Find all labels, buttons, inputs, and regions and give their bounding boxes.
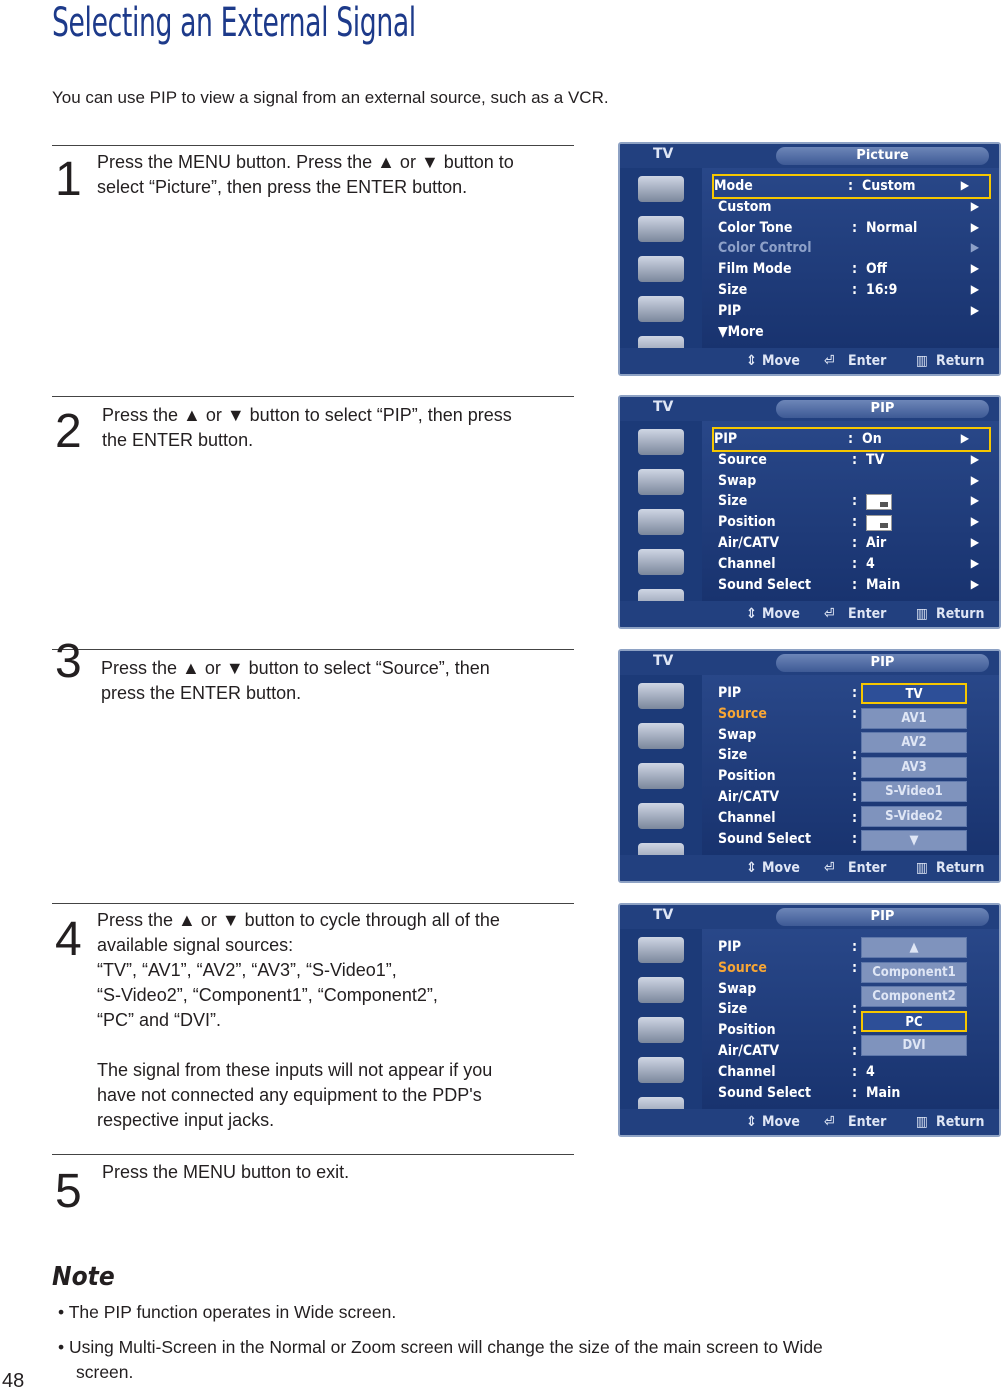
osd-sidebar	[620, 168, 702, 348]
submenu-arrow-icon: ▶	[960, 431, 969, 445]
pip-window-icon	[866, 494, 892, 510]
antenna-icon	[638, 937, 684, 963]
osd-menu-row[interactable]	[718, 218, 999, 239]
return-label: Return	[936, 353, 985, 369]
step-divider	[52, 396, 574, 397]
step-line: Press the ▲ or ▼ button to cycle through all of the	[97, 910, 500, 930]
channel-icon	[638, 1057, 684, 1083]
osd-menu-row[interactable]	[714, 429, 989, 450]
osd-row-label: Custom	[718, 198, 772, 215]
step-line: select “Picture”, then press the ENTER button.	[97, 177, 468, 197]
osd-row-label: Channel	[718, 1063, 776, 1080]
step-line: Press the ▲ or ▼ button to select “PIP”, then press	[102, 405, 512, 425]
osd-row-colon: :	[852, 1084, 858, 1101]
osd-row-label: Position	[718, 768, 776, 785]
osd-row-value: 16:9	[866, 282, 898, 298]
picture-icon	[638, 977, 684, 1003]
step-line: The signal from these inputs will not appear if you	[97, 1060, 493, 1080]
step-5-text	[102, 1160, 572, 1185]
osd-row-label: Channel	[718, 809, 776, 826]
enter-icon: ⏎	[824, 353, 835, 369]
move-label: Move	[762, 606, 800, 622]
step-1-text	[97, 150, 567, 200]
scroll-up-icon[interactable]: ▲	[861, 937, 967, 958]
scroll-down-icon[interactable]: ▼	[861, 830, 967, 851]
enter-label: Enter	[848, 353, 887, 369]
note-item: • Using Multi-Screen in the Normal or Zoom screen will change the size of the main screen to Wide	[58, 1337, 823, 1357]
source-option[interactable]: AV2	[861, 732, 967, 753]
osd-row-colon: :	[852, 959, 858, 976]
osd-row-label: Swap	[718, 980, 757, 997]
osd-row-value: 4	[866, 555, 875, 572]
osd-row-label: Size	[718, 747, 748, 764]
picture-icon	[638, 469, 684, 495]
osd-row-label: Air/CATV	[718, 1043, 780, 1059]
move-label: Move	[762, 1114, 800, 1130]
move-label: Move	[762, 353, 800, 369]
source-option[interactable]: AV1	[861, 708, 967, 729]
osd-row-value: Main	[866, 1084, 901, 1101]
osd-row-label: PIP	[718, 302, 742, 319]
osd-menu-header: Picture	[776, 147, 989, 165]
channel-icon	[638, 296, 684, 322]
return-icon: ▥	[916, 860, 928, 876]
antenna-icon	[638, 176, 684, 202]
enter-icon: ⏎	[824, 1114, 835, 1130]
osd-row-colon: :	[852, 514, 858, 531]
sound-icon	[638, 256, 684, 282]
osd-row-label: Position	[718, 514, 776, 531]
osd-row-colon: :	[852, 939, 858, 955]
note-text: Using Multi-Screen in the Normal or Zoom screen will change the size of the main screen to Wide	[69, 1337, 823, 1357]
sound-icon	[638, 763, 684, 789]
osd-menu-row[interactable]	[718, 197, 999, 218]
note-item-continued: screen.	[76, 1362, 134, 1382]
osd-tv-label: TV	[653, 907, 674, 923]
step-number: 5	[55, 1165, 82, 1218]
return-icon: ▥	[916, 353, 928, 369]
osd-row-label: PIP	[718, 939, 742, 955]
step-number: 1	[55, 153, 82, 206]
submenu-arrow-icon: ▶	[970, 576, 979, 591]
osd-screen-1	[618, 142, 1001, 376]
step-3-text	[101, 656, 571, 706]
osd-row-colon: :	[848, 431, 854, 447]
source-option[interactable]: PC	[861, 1011, 967, 1032]
step-line: “PC” and “DVI”.	[97, 1010, 222, 1030]
osd-menu-row[interactable]	[714, 176, 989, 197]
page-title: Selecting an External Signal	[52, 0, 416, 46]
osd-row-colon: :	[852, 768, 858, 785]
step-2-text	[102, 403, 572, 453]
channel-icon	[638, 549, 684, 575]
osd-row-colon: :	[852, 705, 858, 722]
osd-row-colon: :	[852, 830, 858, 847]
osd-footer	[620, 1109, 999, 1135]
source-option[interactable]: Component1	[861, 962, 967, 983]
note-text: The PIP function operates in Wide screen.	[68, 1302, 397, 1322]
osd-sidebar	[620, 929, 702, 1109]
osd-row-label: Swap	[718, 472, 757, 489]
osd-row-label: Mode	[714, 178, 753, 194]
step-divider	[52, 649, 574, 650]
submenu-arrow-icon: ▶	[970, 535, 979, 549]
submenu-arrow-icon: ▶	[970, 261, 979, 276]
osd-menu-row[interactable]	[718, 512, 999, 533]
page-number: 48	[2, 1370, 25, 1392]
osd-row-label: Sound Select	[718, 576, 812, 593]
osd-row-colon: :	[852, 809, 858, 826]
step-line: the ENTER button.	[102, 430, 254, 450]
osd-sidebar	[620, 421, 702, 601]
osd-row-value: TV	[866, 451, 885, 468]
move-icon: ⇕	[746, 860, 757, 876]
submenu-arrow-icon: ▶	[970, 451, 979, 466]
osd-row-label: Film Mode	[718, 261, 792, 278]
enter-icon: ⏎	[824, 606, 835, 622]
step-divider	[52, 145, 574, 146]
osd-tv-label: TV	[653, 399, 674, 415]
osd-row-colon: :	[852, 535, 858, 551]
move-icon: ⇕	[746, 1114, 757, 1130]
return-label: Return	[936, 860, 985, 876]
osd-row-colon: :	[852, 1022, 858, 1039]
sound-icon	[638, 509, 684, 535]
return-icon: ▥	[916, 1114, 928, 1130]
source-option[interactable]: Component2	[861, 986, 967, 1007]
enter-label: Enter	[848, 1114, 887, 1130]
osd-menu-row[interactable]	[718, 554, 999, 575]
submenu-arrow-icon: ▶	[970, 198, 979, 213]
return-icon: ▥	[916, 606, 928, 622]
osd-row-value: Custom	[862, 178, 916, 194]
return-label: Return	[936, 1114, 985, 1130]
osd-row-colon: :	[852, 555, 858, 572]
submenu-arrow-icon: ▶	[970, 282, 979, 296]
osd-row-label: Size	[718, 282, 748, 298]
step-number: 4	[55, 913, 82, 966]
osd-row-label: Sound Select	[718, 1084, 812, 1101]
osd-menu-row[interactable]	[718, 491, 999, 512]
osd-menu-row[interactable]	[718, 450, 999, 471]
osd-row-colon: :	[852, 1063, 858, 1080]
osd-row-value: Air	[866, 535, 887, 551]
osd-row-colon: :	[852, 576, 858, 593]
osd-menu-header: PIP	[776, 654, 989, 672]
step-line: Press the MENU button. Press the ▲ or ▼ button to	[97, 152, 514, 172]
move-label: Move	[762, 860, 800, 876]
osd-row-label: Sound Select	[718, 830, 812, 847]
antenna-icon	[638, 429, 684, 455]
submenu-arrow-icon: ▶	[970, 472, 979, 487]
step-number: 2	[55, 405, 82, 458]
osd-row-label: Swap	[718, 726, 757, 743]
osd-row-label: Color Tone	[718, 219, 793, 236]
osd-menu-row[interactable]	[718, 533, 999, 554]
osd-row-value: Off	[866, 261, 887, 278]
osd-row-label: Source	[718, 705, 767, 722]
step-4-text	[97, 908, 567, 1133]
osd-row-value: 4	[866, 1063, 875, 1080]
osd-footer	[620, 855, 999, 881]
osd-row-label: Size	[718, 1001, 748, 1018]
step-line: available signal sources:	[97, 935, 294, 955]
step-line: press the ENTER button.	[101, 683, 302, 703]
step-line: Press the ▲ or ▼ button to select “Source”, then	[101, 658, 490, 678]
osd-menu-row[interactable]	[718, 280, 999, 301]
osd-row-label: Position	[718, 1022, 776, 1039]
osd-footer	[620, 348, 999, 374]
osd-row-colon: :	[852, 685, 858, 701]
submenu-arrow-icon: ▶	[970, 240, 979, 255]
osd-row-colon: :	[852, 451, 858, 468]
move-icon: ⇕	[746, 353, 757, 369]
note-item: • The PIP function operates in Wide screen.	[58, 1302, 397, 1322]
osd-row-colon: :	[852, 219, 858, 236]
osd-screen-4	[618, 903, 1001, 1137]
step-spacer	[97, 1033, 567, 1058]
osd-row-label: Air/CATV	[718, 535, 780, 551]
osd-menu-row[interactable]	[718, 1062, 999, 1083]
sound-icon	[638, 1017, 684, 1043]
osd-menu-row[interactable]	[718, 301, 999, 322]
osd-menu-row[interactable]	[718, 575, 999, 596]
submenu-arrow-icon: ▶	[970, 555, 979, 570]
source-option[interactable]: S-Video1	[861, 781, 967, 802]
step-divider	[52, 1154, 574, 1155]
step-line: respective input jacks.	[97, 1110, 275, 1130]
enter-label: Enter	[848, 860, 887, 876]
osd-menu-header: PIP	[776, 908, 989, 926]
osd-row-colon: :	[848, 178, 854, 194]
osd-tv-label: TV	[653, 146, 674, 162]
step-line: have not connected any equipment to the PDP's	[97, 1085, 482, 1105]
step-number: 3	[55, 635, 82, 688]
return-label: Return	[936, 606, 985, 622]
move-icon: ⇕	[746, 606, 757, 622]
osd-row-value: Normal	[866, 219, 918, 236]
osd-row-label: Air/CATV	[718, 789, 780, 805]
osd-row-label: PIP	[718, 685, 742, 701]
osd-tv-label: TV	[653, 653, 674, 669]
osd-row-label: ▼More	[718, 323, 764, 340]
osd-row-colon: :	[852, 1001, 858, 1018]
step-line: “TV”, “AV1”, “AV2”, “AV3”, “S-Video1”,	[97, 960, 397, 980]
osd-row-label: Color Control	[718, 240, 812, 257]
osd-menu-row[interactable]	[718, 238, 999, 259]
osd-row-colon: :	[852, 493, 858, 510]
step-line: Press the MENU button to exit.	[102, 1162, 350, 1182]
osd-row-colon: :	[852, 747, 858, 764]
osd-row-colon: :	[852, 282, 858, 298]
osd-screen-2	[618, 395, 1001, 629]
source-option[interactable]: S-Video2	[861, 806, 967, 827]
osd-row-colon: :	[852, 1043, 858, 1059]
osd-row-value: On	[862, 431, 882, 447]
osd-screen-3	[618, 649, 1001, 883]
osd-menu-row[interactable]	[718, 1083, 999, 1104]
osd-row-label: Size	[718, 493, 748, 510]
step-divider	[52, 903, 574, 904]
submenu-arrow-icon: ▶	[960, 178, 969, 192]
submenu-arrow-icon: ▶	[970, 219, 979, 234]
osd-row-colon: :	[852, 789, 858, 805]
antenna-icon	[638, 683, 684, 709]
pip-window-icon	[866, 515, 892, 531]
osd-row-colon: :	[852, 261, 858, 278]
osd-menu-row[interactable]	[718, 471, 999, 492]
osd-menu-row[interactable]	[718, 322, 999, 343]
source-option[interactable]: TV	[861, 683, 967, 704]
enter-label: Enter	[848, 606, 887, 622]
picture-icon	[638, 723, 684, 749]
osd-sidebar	[620, 675, 702, 855]
osd-menu-header: PIP	[776, 400, 989, 418]
osd-row-label: PIP	[714, 431, 738, 447]
enter-icon: ⏎	[824, 860, 835, 876]
submenu-arrow-icon: ▶	[970, 493, 979, 508]
osd-row-value: Main	[866, 576, 901, 593]
picture-icon	[638, 216, 684, 242]
osd-row-label: Source	[718, 451, 767, 468]
note-heading: Note	[52, 1262, 115, 1292]
osd-row-label: Source	[718, 959, 767, 976]
osd-footer	[620, 601, 999, 627]
submenu-arrow-icon: ▶	[970, 302, 979, 317]
channel-icon	[638, 803, 684, 829]
osd-menu-row[interactable]	[718, 259, 999, 280]
source-option[interactable]: DVI	[861, 1035, 967, 1056]
source-option[interactable]: AV3	[861, 757, 967, 778]
submenu-arrow-icon: ▶	[970, 514, 979, 529]
step-line: “S-Video2”, “Component1”, “Component2”,	[97, 985, 438, 1005]
intro-text: You can use PIP to view a signal from an external source, such as a VCR.	[52, 88, 609, 107]
osd-row-label: Channel	[718, 555, 776, 572]
